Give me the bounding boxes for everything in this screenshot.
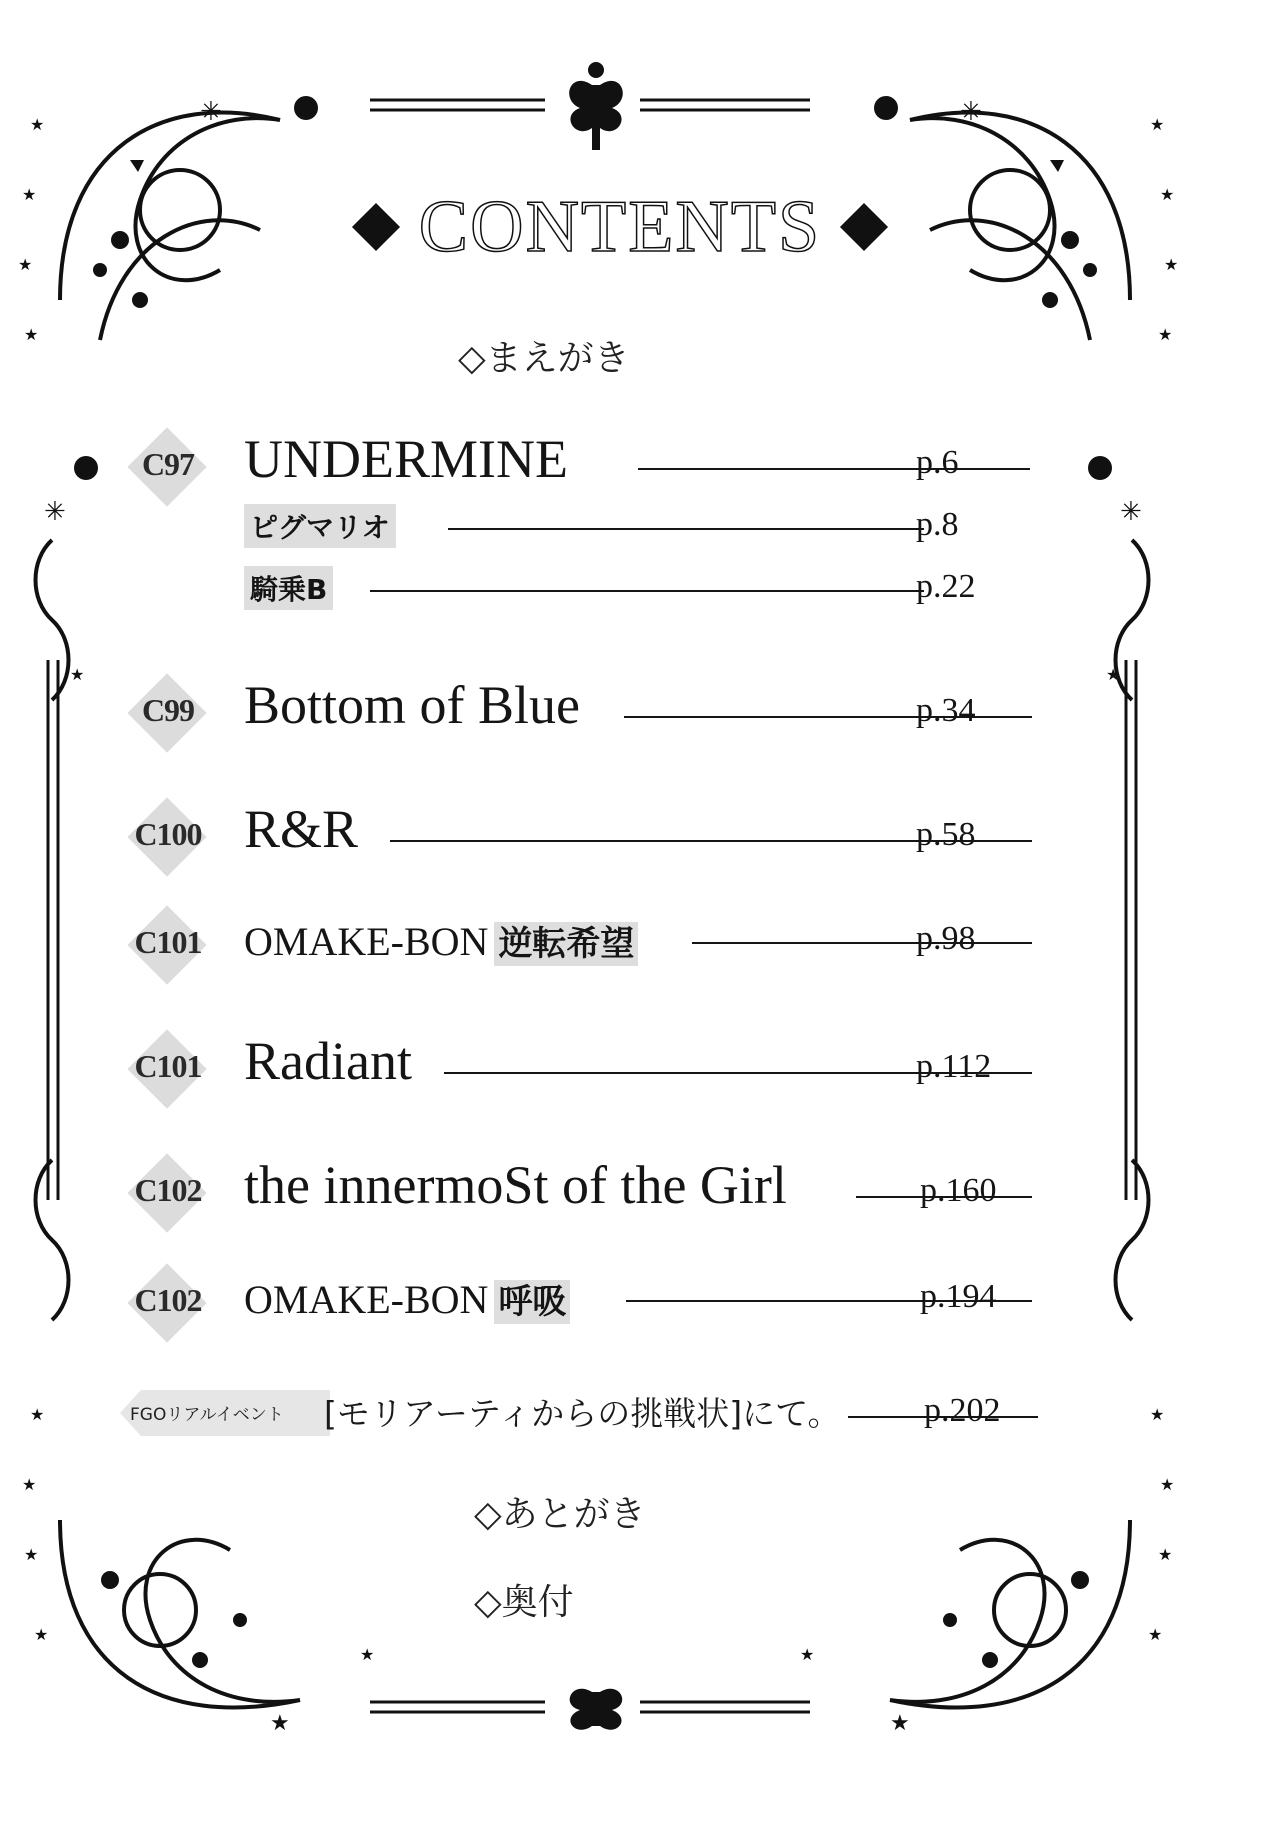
event-badge: C100 (120, 790, 210, 880)
svg-text:★: ★ (800, 1645, 815, 1664)
toc-entry (120, 666, 1020, 756)
event-badge: C102 (120, 1256, 210, 1346)
toc-entry (120, 898, 1020, 988)
svg-text:★: ★ (1158, 325, 1173, 344)
svg-text:★: ★ (70, 665, 85, 684)
svg-text:✳: ✳ (1120, 497, 1142, 527)
event-badge: C97 (120, 420, 210, 510)
page-number: p.160 (920, 1172, 997, 1209)
svg-text:★: ★ (30, 1405, 45, 1424)
svg-text:★: ★ (360, 1645, 375, 1664)
svg-text:★: ★ (1158, 1545, 1173, 1564)
svg-text:✳: ✳ (200, 97, 222, 127)
svg-text:★: ★ (1164, 255, 1179, 274)
svg-text:★: ★ (1160, 1475, 1175, 1494)
entry-title: the innermoSt of the Girl (244, 1155, 787, 1215)
svg-text:✳: ✳ (960, 97, 982, 127)
event-badge: C101 (120, 898, 210, 988)
event-badge: C102 (120, 1146, 210, 1236)
svg-text:★: ★ (1160, 185, 1175, 204)
page-number: p.112 (916, 1048, 992, 1085)
toc-entry (120, 790, 1020, 880)
page-number: p.34 (916, 692, 976, 729)
page-number: p.202 (924, 1392, 1001, 1429)
page-number: p.58 (916, 816, 976, 853)
toc-entry (120, 420, 1020, 510)
leader-line (370, 590, 924, 592)
page-number: p.98 (916, 920, 976, 957)
toc-sub-entry (244, 562, 1024, 612)
svg-text:★: ★ (1150, 1405, 1165, 1424)
svg-text:★: ★ (1148, 1625, 1163, 1644)
svg-text:★: ★ (18, 255, 33, 274)
entry-title: Bottom of Blue (244, 675, 580, 735)
afterword-item: ◇あとがき (474, 1494, 646, 1535)
toc-entry (120, 1256, 1020, 1346)
event-tag-label: FGOリアルイベント (130, 1405, 284, 1425)
entry-title: R&R (244, 799, 359, 859)
svg-text:★: ★ (890, 1711, 910, 1736)
entry-title: Radiant (244, 1031, 412, 1091)
svg-text:✳: ✳ (44, 497, 66, 527)
entry-title: OMAKE-BON 逆転希望 (244, 916, 638, 965)
page-number: p.194 (920, 1278, 997, 1315)
leader-line (692, 942, 1032, 944)
toc-entry (120, 1022, 1020, 1112)
diamond-icon (352, 203, 400, 251)
entry-subtitle: 逆転希望 (494, 922, 638, 966)
contents-heading: CONTENTS (418, 185, 822, 268)
svg-text:★: ★ (22, 1475, 37, 1494)
entry-subtitle: 呼吸 (494, 1280, 570, 1324)
sub-entry-title: 騎乗B (244, 566, 333, 610)
svg-text:★: ★ (270, 1711, 290, 1736)
svg-text:★: ★ (24, 1545, 39, 1564)
page-number: p.6 (916, 444, 959, 481)
entry-title: UNDERMINE (244, 429, 568, 489)
diamond-icon (840, 203, 888, 251)
page-title (300, 182, 940, 272)
svg-text:★: ★ (34, 1625, 49, 1644)
preface-item: ◇まえがき (458, 338, 630, 379)
svg-text:★: ★ (22, 185, 37, 204)
svg-text:★: ★ (24, 325, 39, 344)
toc-sub-entry (244, 500, 1024, 550)
svg-text:★: ★ (1150, 115, 1165, 134)
toc-entry (120, 1146, 1020, 1236)
sub-entry-title: ピグマリオ (244, 504, 396, 548)
colophon-item: ◇奥付 (474, 1582, 574, 1623)
entry-title: OMAKE-BON 呼吸 (244, 1274, 570, 1323)
leader-line (638, 468, 1030, 470)
event-badge: C99 (120, 666, 210, 756)
leader-line (448, 528, 924, 530)
page-number: p.8 (916, 506, 959, 543)
entry-title: [モリアーティからの挑戦状]にて。 (324, 1394, 841, 1433)
event-badge: C101 (120, 1022, 210, 1112)
svg-text:★: ★ (30, 115, 45, 134)
svg-text:★: ★ (1106, 665, 1121, 684)
page-number: p.22 (916, 568, 976, 605)
toc-entry-fgo (120, 1386, 1020, 1446)
